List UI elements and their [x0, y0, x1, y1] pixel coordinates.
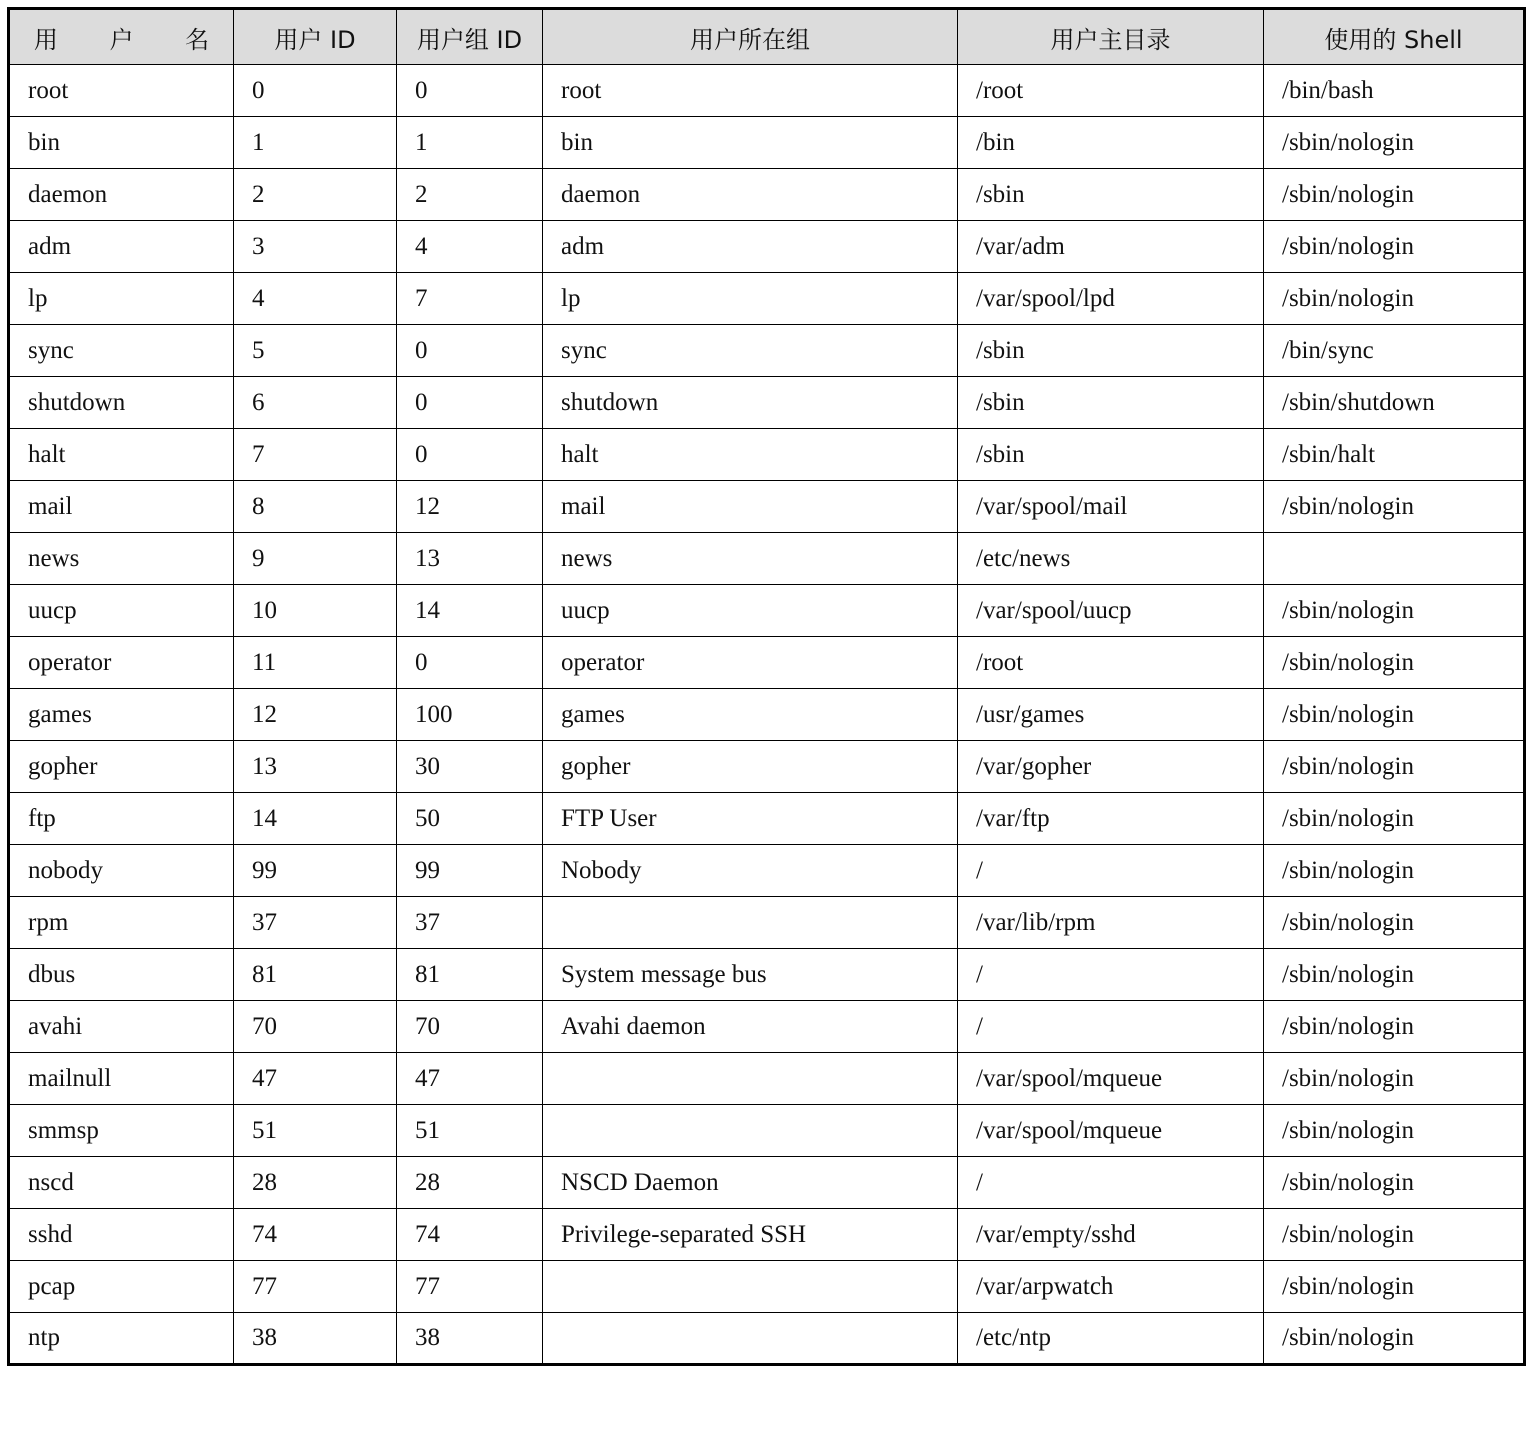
cell-username: nobody: [9, 845, 234, 897]
cell-group: Nobody: [543, 845, 958, 897]
cell-user-id: 51: [234, 1105, 397, 1157]
cell-user-id: 3: [234, 221, 397, 273]
table-header-row: [9, 9, 1525, 65]
cell-group: NSCD Daemon: [543, 1157, 958, 1209]
header-user-id: 用户 ID: [234, 9, 397, 65]
table-row: [9, 1209, 1525, 1261]
cell-group: uucp: [543, 585, 958, 637]
cell-user-id: 77: [234, 1261, 397, 1313]
cell-group: [543, 1261, 958, 1313]
cell-shell: /sbin/halt: [1264, 429, 1525, 481]
cell-username: dbus: [9, 949, 234, 1001]
cell-group: Privilege-separated SSH: [543, 1209, 958, 1261]
table-row: [9, 689, 1525, 741]
cell-username: daemon: [9, 169, 234, 221]
cell-username: pcap: [9, 1261, 234, 1313]
cell-shell: /sbin/nologin: [1264, 949, 1525, 1001]
cell-group: lp: [543, 273, 958, 325]
cell-home-dir: /var/spool/mqueue: [958, 1053, 1264, 1105]
table-body: [9, 65, 1525, 1365]
cell-user-id: 38: [234, 1313, 397, 1365]
cell-username: uucp: [9, 585, 234, 637]
table-row: [9, 1157, 1525, 1209]
cell-shell: /bin/bash: [1264, 65, 1525, 117]
cell-username: smmsp: [9, 1105, 234, 1157]
cell-group-id: 0: [397, 65, 543, 117]
cell-user-id: 99: [234, 845, 397, 897]
cell-group-id: 13: [397, 533, 543, 585]
cell-group-id: 2: [397, 169, 543, 221]
cell-shell: /sbin/nologin: [1264, 1001, 1525, 1053]
cell-shell: /sbin/nologin: [1264, 1157, 1525, 1209]
cell-group-id: 1: [397, 117, 543, 169]
cell-shell: /bin/sync: [1264, 325, 1525, 377]
cell-shell: /sbin/nologin: [1264, 585, 1525, 637]
cell-shell: /sbin/nologin: [1264, 897, 1525, 949]
cell-username: rpm: [9, 897, 234, 949]
cell-shell: /sbin/nologin: [1264, 689, 1525, 741]
cell-group-id: 0: [397, 377, 543, 429]
table-row: [9, 273, 1525, 325]
cell-home-dir: /etc/news: [958, 533, 1264, 585]
cell-username: games: [9, 689, 234, 741]
cell-username: avahi: [9, 1001, 234, 1053]
cell-group: adm: [543, 221, 958, 273]
cell-group-id: 12: [397, 481, 543, 533]
table-row: [9, 377, 1525, 429]
cell-home-dir: /root: [958, 637, 1264, 689]
cell-group: FTP User: [543, 793, 958, 845]
cell-user-id: 5: [234, 325, 397, 377]
cell-group-id: 77: [397, 1261, 543, 1313]
cell-user-id: 7: [234, 429, 397, 481]
cell-shell: /sbin/nologin: [1264, 845, 1525, 897]
cell-group: halt: [543, 429, 958, 481]
cell-home-dir: /var/ftp: [958, 793, 1264, 845]
cell-home-dir: /: [958, 1157, 1264, 1209]
table-row: [9, 585, 1525, 637]
cell-user-id: 47: [234, 1053, 397, 1105]
cell-group-id: 0: [397, 429, 543, 481]
cell-group: operator: [543, 637, 958, 689]
cell-user-id: 70: [234, 1001, 397, 1053]
cell-username: bin: [9, 117, 234, 169]
cell-shell: /sbin/nologin: [1264, 741, 1525, 793]
cell-home-dir: /sbin: [958, 429, 1264, 481]
cell-home-dir: /var/arpwatch: [958, 1261, 1264, 1313]
cell-user-id: 6: [234, 377, 397, 429]
table-row: [9, 1001, 1525, 1053]
cell-group-id: 28: [397, 1157, 543, 1209]
table-row: [9, 845, 1525, 897]
cell-home-dir: /: [958, 949, 1264, 1001]
table-row: [9, 533, 1525, 585]
cell-home-dir: /root: [958, 65, 1264, 117]
users-table: [7, 7, 1526, 1366]
cell-group-id: 81: [397, 949, 543, 1001]
cell-user-id: 37: [234, 897, 397, 949]
header-shell: 使用的 Shell: [1264, 9, 1525, 65]
cell-shell: /sbin/nologin: [1264, 1105, 1525, 1157]
cell-username: lp: [9, 273, 234, 325]
cell-shell: /sbin/nologin: [1264, 1053, 1525, 1105]
cell-user-id: 12: [234, 689, 397, 741]
cell-group-id: 100: [397, 689, 543, 741]
cell-username: ntp: [9, 1313, 234, 1365]
cell-username: mailnull: [9, 1053, 234, 1105]
table-row: [9, 793, 1525, 845]
cell-username: ftp: [9, 793, 234, 845]
cell-group-id: 37: [397, 897, 543, 949]
cell-user-id: 13: [234, 741, 397, 793]
table-row: [9, 637, 1525, 689]
cell-group: news: [543, 533, 958, 585]
cell-shell: /sbin/nologin: [1264, 221, 1525, 273]
cell-shell: /sbin/nologin: [1264, 169, 1525, 221]
cell-group-id: 30: [397, 741, 543, 793]
cell-group-id: 51: [397, 1105, 543, 1157]
cell-home-dir: /var/spool/uucp: [958, 585, 1264, 637]
cell-group-id: 99: [397, 845, 543, 897]
cell-home-dir: /sbin: [958, 325, 1264, 377]
cell-username: sshd: [9, 1209, 234, 1261]
cell-group-id: 74: [397, 1209, 543, 1261]
cell-group: mail: [543, 481, 958, 533]
cell-shell: /sbin/nologin: [1264, 1261, 1525, 1313]
cell-group-id: 50: [397, 793, 543, 845]
table-row: [9, 221, 1525, 273]
table-row: [9, 1053, 1525, 1105]
header-username: 用 户 名: [9, 9, 234, 65]
cell-shell: /sbin/nologin: [1264, 793, 1525, 845]
cell-username: root: [9, 65, 234, 117]
cell-home-dir: /: [958, 845, 1264, 897]
header-home-dir: 用户主目录: [958, 9, 1264, 65]
cell-shell: /sbin/nologin: [1264, 273, 1525, 325]
cell-username: adm: [9, 221, 234, 273]
cell-user-id: 8: [234, 481, 397, 533]
cell-home-dir: /var/spool/lpd: [958, 273, 1264, 325]
table-row: [9, 741, 1525, 793]
cell-group: gopher: [543, 741, 958, 793]
cell-home-dir: /: [958, 1001, 1264, 1053]
cell-shell: [1264, 533, 1525, 585]
cell-home-dir: /sbin: [958, 169, 1264, 221]
cell-group: root: [543, 65, 958, 117]
table-row: [9, 429, 1525, 481]
cell-shell: /sbin/nologin: [1264, 1209, 1525, 1261]
cell-username: sync: [9, 325, 234, 377]
cell-group: shutdown: [543, 377, 958, 429]
cell-username: news: [9, 533, 234, 585]
cell-username: nscd: [9, 1157, 234, 1209]
cell-username: gopher: [9, 741, 234, 793]
table-row: [9, 325, 1525, 377]
cell-group: bin: [543, 117, 958, 169]
table-row: [9, 117, 1525, 169]
cell-user-id: 14: [234, 793, 397, 845]
cell-group: System message bus: [543, 949, 958, 1001]
cell-shell: /sbin/shutdown: [1264, 377, 1525, 429]
cell-home-dir: /var/spool/mqueue: [958, 1105, 1264, 1157]
cell-user-id: 10: [234, 585, 397, 637]
cell-user-id: 81: [234, 949, 397, 1001]
cell-group: Avahi daemon: [543, 1001, 958, 1053]
cell-user-id: 1: [234, 117, 397, 169]
table-row: [9, 1261, 1525, 1313]
cell-shell: /sbin/nologin: [1264, 1313, 1525, 1365]
cell-home-dir: /var/lib/rpm: [958, 897, 1264, 949]
cell-user-id: 74: [234, 1209, 397, 1261]
cell-shell: /sbin/nologin: [1264, 481, 1525, 533]
table-row: [9, 169, 1525, 221]
cell-shell: /sbin/nologin: [1264, 117, 1525, 169]
cell-user-id: 11: [234, 637, 397, 689]
table-row: [9, 1313, 1525, 1365]
cell-group: [543, 1105, 958, 1157]
cell-group: games: [543, 689, 958, 741]
cell-home-dir: /usr/games: [958, 689, 1264, 741]
cell-user-id: 28: [234, 1157, 397, 1209]
cell-group-id: 0: [397, 637, 543, 689]
table-row: [9, 1105, 1525, 1157]
cell-username: mail: [9, 481, 234, 533]
cell-group: [543, 897, 958, 949]
cell-user-id: 4: [234, 273, 397, 325]
cell-home-dir: /var/empty/sshd: [958, 1209, 1264, 1261]
cell-group-id: 38: [397, 1313, 543, 1365]
table-row: [9, 65, 1525, 117]
cell-group-id: 0: [397, 325, 543, 377]
cell-group-id: 70: [397, 1001, 543, 1053]
cell-group-id: 7: [397, 273, 543, 325]
cell-home-dir: /etc/ntp: [958, 1313, 1264, 1365]
table-row: [9, 481, 1525, 533]
cell-shell: /sbin/nologin: [1264, 637, 1525, 689]
cell-group-id: 47: [397, 1053, 543, 1105]
table-row: [9, 949, 1525, 1001]
cell-username: operator: [9, 637, 234, 689]
cell-home-dir: /bin: [958, 117, 1264, 169]
cell-home-dir: /var/gopher: [958, 741, 1264, 793]
header-group: 用户所在组: [543, 9, 958, 65]
cell-group-id: 4: [397, 221, 543, 273]
cell-group: daemon: [543, 169, 958, 221]
cell-home-dir: /sbin: [958, 377, 1264, 429]
cell-group-id: 14: [397, 585, 543, 637]
cell-home-dir: /var/spool/mail: [958, 481, 1264, 533]
cell-home-dir: /var/adm: [958, 221, 1264, 273]
cell-user-id: 9: [234, 533, 397, 585]
cell-group: [543, 1053, 958, 1105]
cell-username: halt: [9, 429, 234, 481]
cell-user-id: 2: [234, 169, 397, 221]
cell-username: shutdown: [9, 377, 234, 429]
cell-group: sync: [543, 325, 958, 377]
table-row: [9, 897, 1525, 949]
cell-group: [543, 1313, 958, 1365]
header-group-id: 用户组 ID: [397, 9, 543, 65]
cell-user-id: 0: [234, 65, 397, 117]
